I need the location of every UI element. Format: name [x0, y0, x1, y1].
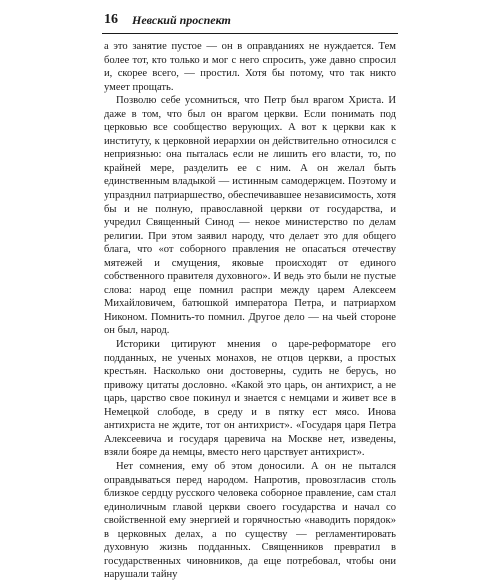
body-text: [104, 40, 396, 582]
paragraph-1: а это занятие пустое — он в оправданиях не нуждается. Тем более тот, кто только и мог с него спросить, уже давно спросил и, скорее всего, — простил. Хотя бы потому, что так никто умеет прощать.: [104, 41, 396, 93]
page-header: [102, 12, 398, 30]
paragraph-4: Нет сомнения, ему об этом доносили. А он не пытался оправдываться перед народом. Напротив, провозгласив столь близкое сердцу русского человека соборное правление, сам стал единоличным главой церкви своего государства и начал со свойственной ему энергией и горячностью «наводить порядок» в церковных делах, а по существу — регламентировать духовную жизнь подданных. Священников превратил в государственных чиновников, да еще потребовал, чтобы они нарушали тайну: [104, 460, 396, 581]
running-title: Невский проспект: [132, 13, 231, 27]
paragraph-3: Историки цитируют мнения о царе-реформаторе его подданных, не ученых монахов, не отцов церкви, а простых крестьян. Насколько они достоверны, судить не берусь, но привожу цитаты дословно. «Какой это царь, он антихрист, а не царь, царство свое покинул и знается с немцами и живет все в Немецкой слободе, в среду и в пятку ест мясо. Инова антихриста не ждите, тот он антихрист». «Государя царя Петра Алексеевича и государя царевича на Москве нет, изведены, взяли боярe да немцы, вместо него царствует антихрист».: [104, 339, 396, 459]
page-number: 16: [104, 12, 118, 27]
header-rule: [102, 33, 398, 34]
paragraph-2: Позволю себе усомниться, что Петр был врагом Христа. И даже в том, что был он врагом церкви. Если понимать под церковью все сообщество верующих. А вот к церкви как к институту, к церковной иерархии он действительно относился с неприязнью: она пыталась если не лишить его власти, то, по крайней мере, разделить ее с ним. А он желал быть единственным владыкой — истинным самодержцем. Поэтому и упразднил патриаршество, обеспечивавшее независимость, хотя бы и не полную, православной церкви от государства, и учредил Священный Синод — некое министерство по делам религии. При этом заявил народу, что делает это для общего блага, что «от соборного правления не опасаться отечеству мятежей и смущения, яковые происходят от единого собственного правителя духовного». И ведь это были не пустые слова: народ еще помнил распри между царем Алексеем Михайловичем, батюшкой императора Петра, и патриархом Никоном. Помнить-то помнил. Другое дело — на чьей стороне он был, народ.: [104, 95, 396, 337]
